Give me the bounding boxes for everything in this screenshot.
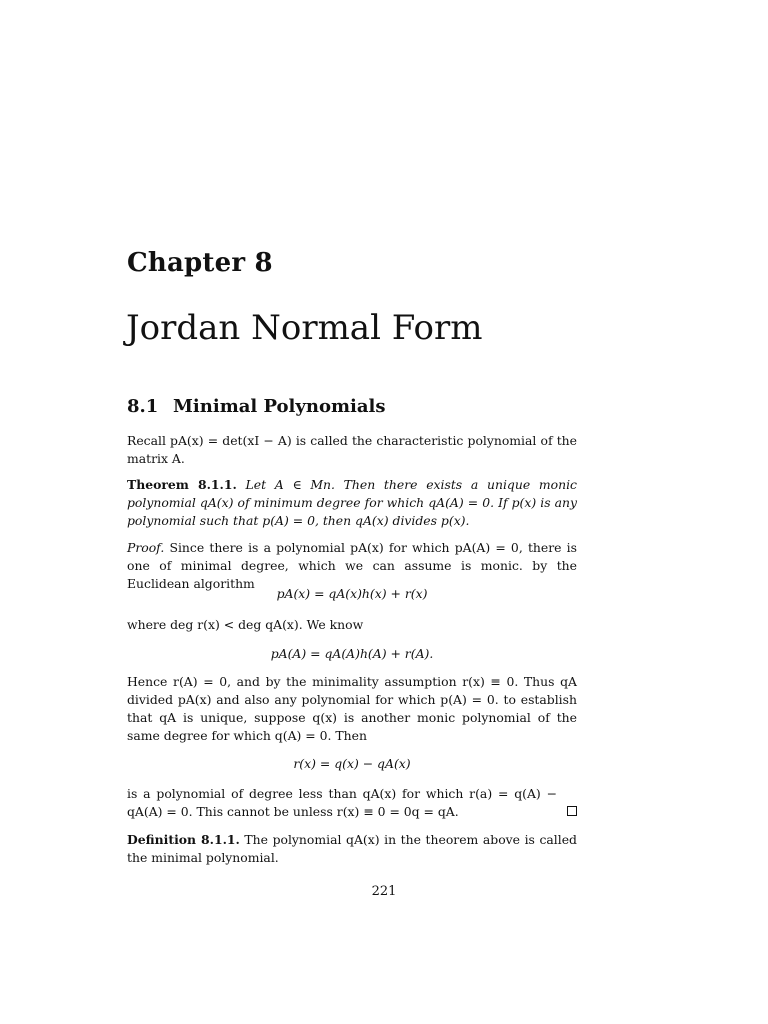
section-number: 8.1: [127, 396, 159, 417]
page-number: 221: [371, 884, 397, 899]
definition-label: Definition 8.1.1.: [127, 832, 240, 847]
definition-block: [127, 831, 577, 867]
intro-paragraph: Recall pA(x) = det(xI − A) is called the characteristic polynomial of the matrix A.: [127, 433, 577, 466]
equation-3: r(x) = q(x) − qA(x): [293, 756, 411, 771]
equation-2: pA(A) = qA(A)h(A) + r(A).: [270, 646, 434, 661]
proof-text-1: Since there is a polynomial pA(x) for which pA(A) = 0, there is one of minimal degree, which we can assume is monic. by the Euclidean algorithm: [127, 540, 577, 591]
theorem-label: Theorem 8.1.1.: [127, 477, 237, 492]
section-title: Minimal Polynomials: [173, 396, 386, 417]
section-heading: [127, 396, 385, 417]
proof-paragraph-3: Hence r(A) = 0, and by the minimality assumption r(x) ≡ 0. Thus qA divided pA(x) and also any polynomial for which p(A) = 0. to establish that qA is unique, suppose q(x) is another monic polynomial of the same degree for which q(A) = 0. Then: [127, 674, 577, 743]
proof-label: Proof.: [127, 540, 165, 555]
proof-paragraph-2: where deg r(x) < deg qA(x). We know: [127, 617, 364, 632]
theorem-text: Let A ∈ Mn. Then there exists a unique monic polynomial qA(x) of minimum degree for which qA(A) = 0. If p(x) is any polynomial such that p(A) = 0, then qA(x) divides p(x).: [127, 477, 577, 528]
definition-text: The polynomial qA(x) in the theorem above is called the minimal polynomial.: [127, 832, 577, 865]
equation-1: pA(x) = qA(x)h(x) + r(x): [276, 586, 428, 601]
chapter-label: Chapter 8: [127, 248, 273, 278]
chapter-title: Jordan Normal Form: [126, 308, 483, 348]
qed-box-icon: [567, 806, 577, 816]
proof-paragraph-4: is a polynomial of degree less than qA(x) for which r(a) = q(A) − qA(A) = 0. This cannot be unless r(x) ≡ 0 = 0q = qA.: [127, 786, 557, 819]
proof-paragraph-1: [127, 539, 577, 593]
theorem-block: [127, 476, 577, 530]
